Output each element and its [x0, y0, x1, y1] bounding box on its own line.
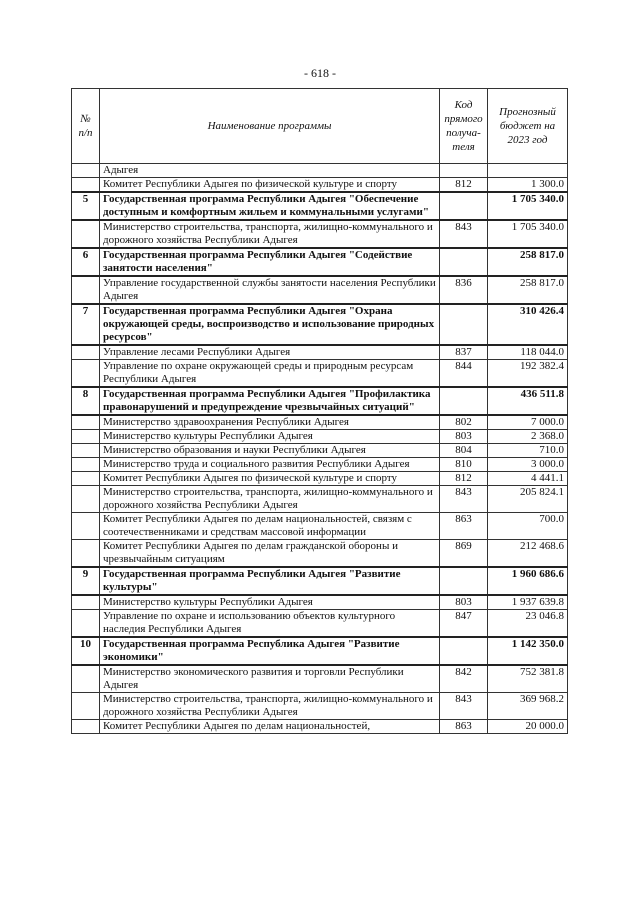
cell-name: Министерство экономического развития и торговли Республики Адыгея [100, 665, 440, 693]
table-row [72, 360, 568, 388]
cell-num: 8 [72, 387, 100, 415]
table-row [72, 693, 568, 720]
cell-amount: 1 705 340.0 [488, 220, 568, 248]
cell-code [440, 304, 488, 345]
cell-name: Комитет Республики Адыгея по делам гражданской обороны и чрезвычайным ситуациям [100, 540, 440, 568]
cell-name: Комитет Республики Адыгея по делам национальностей, связям с соотечественниками и средствам массовой информации [100, 513, 440, 540]
table-row [72, 486, 568, 513]
cell-code: 837 [440, 345, 488, 360]
cell-num [72, 472, 100, 486]
cell-name: Министерство культуры Республики Адыгея [100, 595, 440, 610]
cell-amount: 310 426.4 [488, 304, 568, 345]
cell-code: 847 [440, 610, 488, 638]
cell-amount: 1 937 639.8 [488, 595, 568, 610]
header-budget: Прогнозный бюджет на 2023 год [488, 89, 568, 164]
cell-num: 5 [72, 192, 100, 220]
table-row [72, 430, 568, 444]
header-name: Наименование программы [100, 89, 440, 164]
cell-name: Комитет Республики Адыгея по физической культуре и спорту [100, 472, 440, 486]
cell-amount: 192 382.4 [488, 360, 568, 388]
cell-code: 802 [440, 415, 488, 430]
cell-amount: 20 000.0 [488, 720, 568, 734]
cell-amount: 205 824.1 [488, 486, 568, 513]
cell-name: Министерство культуры Республики Адыгея [100, 430, 440, 444]
program-row [72, 248, 568, 276]
cell-code: 869 [440, 540, 488, 568]
cell-num [72, 610, 100, 638]
cell-name: Управление по охране и использованию объектов культурного наследия Республики Адыгея [100, 610, 440, 638]
cell-num [72, 360, 100, 388]
cell-amount: 212 468.6 [488, 540, 568, 568]
cell-num: 10 [72, 637, 100, 665]
cell-amount: 258 817.0 [488, 276, 568, 304]
cell-code [440, 567, 488, 595]
cell-num [72, 430, 100, 444]
cell-name: Государственная программа Республика Адыгея "Развитие экономики" [100, 637, 440, 665]
cell-num [72, 665, 100, 693]
cell-name: Министерство строительства, транспорта, жилищно-коммунального и дорожного хозяйства Республики Адыгея [100, 486, 440, 513]
cell-code [440, 192, 488, 220]
cell-amount: 1 300.0 [488, 178, 568, 193]
cell-name: Государственная программа Республики Адыгея "Содействие занятости населения" [100, 248, 440, 276]
cell-code: 863 [440, 513, 488, 540]
cell-amount: 710.0 [488, 444, 568, 458]
table-row [72, 665, 568, 693]
cell-num [72, 178, 100, 193]
cell-code: 812 [440, 472, 488, 486]
cell-code: 803 [440, 595, 488, 610]
cell-amount: 7 000.0 [488, 415, 568, 430]
page-number: - 618 - [304, 66, 336, 80]
program-row [72, 387, 568, 415]
program-row [72, 637, 568, 665]
cell-code: 844 [440, 360, 488, 388]
table-row [72, 345, 568, 360]
cell-code [440, 387, 488, 415]
cell-code: 812 [440, 178, 488, 193]
cell-name: Министерство строительства, транспорта, жилищно-коммунального и дорожного хозяйства Республики Адыгея [100, 693, 440, 720]
cell-name: Государственная программа Республики Адыгея "Развитие культуры" [100, 567, 440, 595]
cell-code [440, 248, 488, 276]
table-row [72, 220, 568, 248]
cell-num [72, 164, 100, 178]
cell-code [440, 637, 488, 665]
table-row [72, 276, 568, 304]
cell-code: 843 [440, 220, 488, 248]
program-row [72, 304, 568, 345]
cell-amount: 436 511.8 [488, 387, 568, 415]
cell-num [72, 220, 100, 248]
cell-amount: 1 705 340.0 [488, 192, 568, 220]
cell-amount: 118 044.0 [488, 345, 568, 360]
cell-amount: 23 046.8 [488, 610, 568, 638]
cell-num [72, 276, 100, 304]
cell-num [72, 345, 100, 360]
cell-amount [488, 164, 568, 178]
cell-num: 7 [72, 304, 100, 345]
table-row [72, 610, 568, 638]
table-body [72, 164, 568, 734]
cell-name: Комитет Республики Адыгея по физической культуре и спорту [100, 178, 440, 193]
cell-name: Государственная программа Республики Адыгея "Обеспечение доступным и комфортным жильем и коммунальными услугами" [100, 192, 440, 220]
cell-name: Министерство труда и социального развития Республики Адыгея [100, 458, 440, 472]
cell-code: 810 [440, 458, 488, 472]
cell-amount: 2 368.0 [488, 430, 568, 444]
cell-amount: 1 960 686.6 [488, 567, 568, 595]
cell-num [72, 513, 100, 540]
cell-num [72, 486, 100, 513]
table-row [72, 458, 568, 472]
cell-num [72, 693, 100, 720]
cell-code: 803 [440, 430, 488, 444]
table-header-row [72, 89, 568, 164]
cell-amount: 3 000.0 [488, 458, 568, 472]
cell-code: 843 [440, 693, 488, 720]
table-row [72, 540, 568, 568]
table-row [72, 720, 568, 734]
cell-num: 6 [72, 248, 100, 276]
cell-num [72, 415, 100, 430]
table-row [72, 595, 568, 610]
table-row [72, 513, 568, 540]
cell-name: Министерство строительства, транспорта, жилищно-коммунального и дорожного хозяйства Республики Адыгея [100, 220, 440, 248]
cell-name: Государственная программа Республики Адыгея "Охрана окружающей среды, воспроизводство и использование природных ресурсов" [100, 304, 440, 345]
program-row [72, 567, 568, 595]
cell-name: Комитет Республики Адыгея по делам национальностей, [100, 720, 440, 734]
table-row [72, 415, 568, 430]
cell-code: 836 [440, 276, 488, 304]
cell-name: Адыгея [100, 164, 440, 178]
cell-name: Министерство образования и науки Республики Адыгея [100, 444, 440, 458]
header-num: № п/п [72, 89, 100, 164]
cell-amount: 369 968.2 [488, 693, 568, 720]
cell-num [72, 540, 100, 568]
table-row [72, 178, 568, 193]
cell-code: 843 [440, 486, 488, 513]
cell-amount: 4 441.1 [488, 472, 568, 486]
cell-num [72, 595, 100, 610]
cell-amount: 700.0 [488, 513, 568, 540]
table-row [72, 164, 568, 178]
cell-name: Управление государственной службы занятости населения Республики Адыгея [100, 276, 440, 304]
cell-code [440, 164, 488, 178]
header-code: Код прямого получа-теля [440, 89, 488, 164]
cell-name: Управление лесами Республики Адыгея [100, 345, 440, 360]
cell-num [72, 720, 100, 734]
cell-num [72, 444, 100, 458]
cell-name: Государственная программа Республики Адыгея "Профилактика правонарушений и предупреждение чрезвычайных ситуаций" [100, 387, 440, 415]
cell-name: Управление по охране окружающей среды и природным ресурсам Республики Адыгея [100, 360, 440, 388]
cell-code: 842 [440, 665, 488, 693]
table-row [72, 444, 568, 458]
cell-code: 804 [440, 444, 488, 458]
program-row [72, 192, 568, 220]
cell-code: 863 [440, 720, 488, 734]
cell-amount: 752 381.8 [488, 665, 568, 693]
cell-num [72, 458, 100, 472]
table-row [72, 472, 568, 486]
cell-name: Министерство здравоохранения Республики Адыгея [100, 415, 440, 430]
cell-amount: 1 142 350.0 [488, 637, 568, 665]
cell-num: 9 [72, 567, 100, 595]
cell-amount: 258 817.0 [488, 248, 568, 276]
budget-table [71, 88, 568, 734]
